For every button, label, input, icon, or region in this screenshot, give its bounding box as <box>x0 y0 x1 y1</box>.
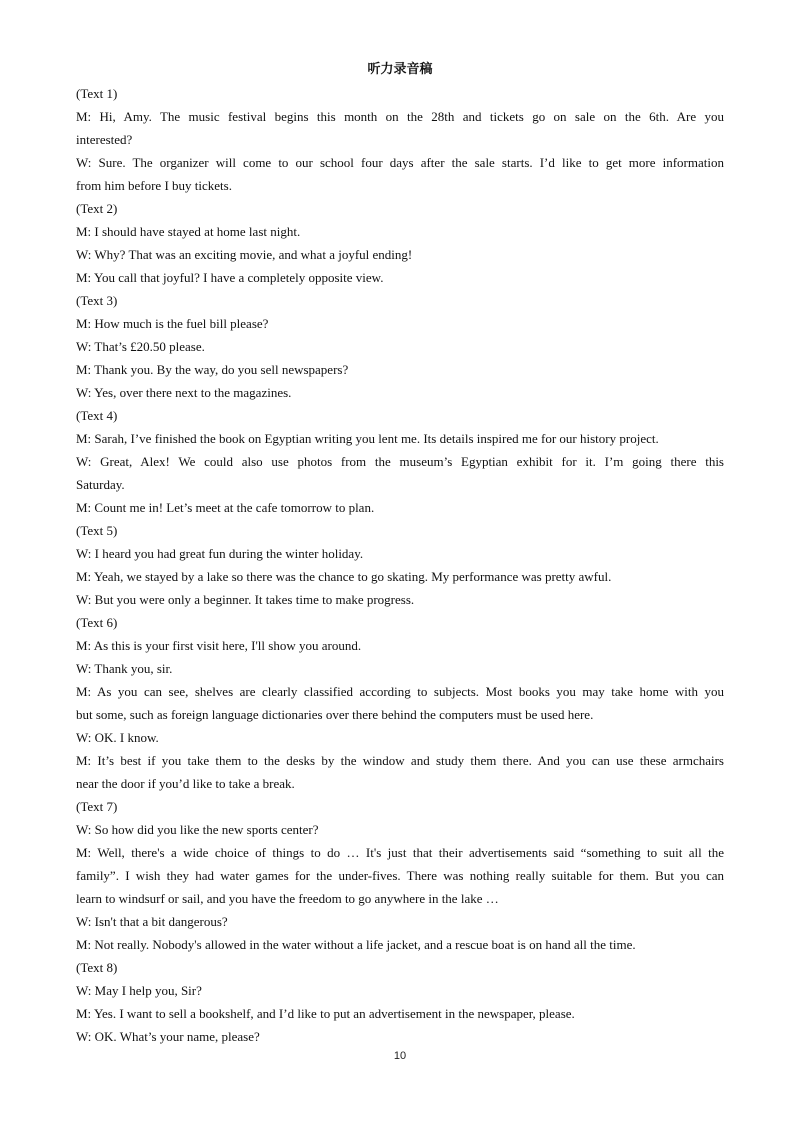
transcript-line: W: May I help you, Sir? <box>76 983 202 998</box>
transcript-line: M: Not really. Nobody's allowed in the water without a life jacket, and a rescue boat is on hand all the time. <box>76 937 636 952</box>
page-title: 听力录音稿 <box>367 62 433 77</box>
page-number: 10 <box>393 1050 407 1062</box>
transcript-line: interested? <box>76 132 133 147</box>
transcript-line: near the door if you’d like to take a break. <box>76 776 295 791</box>
transcript-line: M: As this is your first visit here, I'll show you around. <box>76 638 362 653</box>
transcript-line: but some, such as foreign language dictionaries over there behind the computers must be used here. <box>76 707 594 722</box>
transcript-line: M: How much is the fuel bill please? <box>76 316 269 331</box>
section-heading: (Text 8) <box>76 960 118 975</box>
transcript-line: W: I heard you had great fun during the winter holiday. <box>76 546 364 561</box>
transcript-line: W: Sure. The organizer will come to our school four days after the sale starts. I’d like to get more information <box>76 155 724 170</box>
transcript-line: M: Yeah, we stayed by a lake so there was the chance to go skating. My performance was pretty awful. <box>76 569 612 584</box>
transcript-line: M: Count me in! Let’s meet at the cafe tomorrow to plan. <box>76 500 375 515</box>
section-heading: (Text 3) <box>76 293 118 308</box>
transcript-line: W: OK. What’s your name, please? <box>76 1029 260 1044</box>
transcript-line: W: Yes, over there next to the magazines. <box>76 385 292 400</box>
transcript-line: W: Why? That was an exciting movie, and what a joyful ending! <box>76 247 413 262</box>
transcript-line: W: That’s £20.50 please. <box>76 339 205 354</box>
section-heading: (Text 5) <box>76 523 118 538</box>
transcript-body <box>76 58 724 1048</box>
section-heading: (Text 2) <box>76 201 118 216</box>
section-heading: (Text 6) <box>76 615 118 630</box>
transcript-line: Saturday. <box>76 477 125 492</box>
transcript-line: W: But you were only a beginner. It takes time to make progress. <box>76 592 415 607</box>
transcript-line: W: So how did you like the new sports center? <box>76 822 319 837</box>
transcript-line: M: Thank you. By the way, do you sell newspapers? <box>76 362 349 377</box>
transcript-line: M: As you can see, shelves are clearly classified according to subjects. Most books you may take home with you <box>76 684 724 699</box>
transcript-line: M: Yes. I want to sell a bookshelf, and I’d like to put an advertisement in the newspaper, please. <box>76 1006 575 1021</box>
transcript-line: M: Well, there's a wide choice of things to do … It's just that their advertisements said “something to suit all the <box>76 845 724 860</box>
transcript-line: learn to windsurf or sail, and you have the freedom to go anywhere in the lake … <box>76 891 499 906</box>
transcript-line: M: It’s best if you take them to the desks by the window and study them there. And you can use these armchairs <box>76 753 724 768</box>
transcript-lines <box>76 82 724 1048</box>
transcript-line: W: Thank you, sir. <box>76 661 173 676</box>
section-heading: (Text 1) <box>76 86 118 101</box>
transcript-line: family”. I wish they had water games for the under-fives. There was nothing really suitable for them. But you can <box>76 868 724 883</box>
section-heading: (Text 4) <box>76 408 118 423</box>
transcript-line: from him before I buy tickets. <box>76 178 232 193</box>
transcript-line: M: You call that joyful? I have a completely opposite view. <box>76 270 384 285</box>
transcript-line: W: OK. I know. <box>76 730 159 745</box>
transcript-line: M: Sarah, I’ve finished the book on Egyptian writing you lent me. Its details inspired me for our history project. <box>76 431 659 446</box>
transcript-line: W: Isn't that a bit dangerous? <box>76 914 228 929</box>
section-heading: (Text 7) <box>76 799 118 814</box>
transcript-line: M: Hi, Amy. The music festival begins this month on the 28th and tickets go on sale on the 6th. Are you <box>76 109 724 124</box>
transcript-line: M: I should have stayed at home last night. <box>76 224 301 239</box>
transcript-line: W: Great, Alex! We could also use photos from the museum’s Egyptian exhibit for it. I’m going there this <box>76 454 724 469</box>
